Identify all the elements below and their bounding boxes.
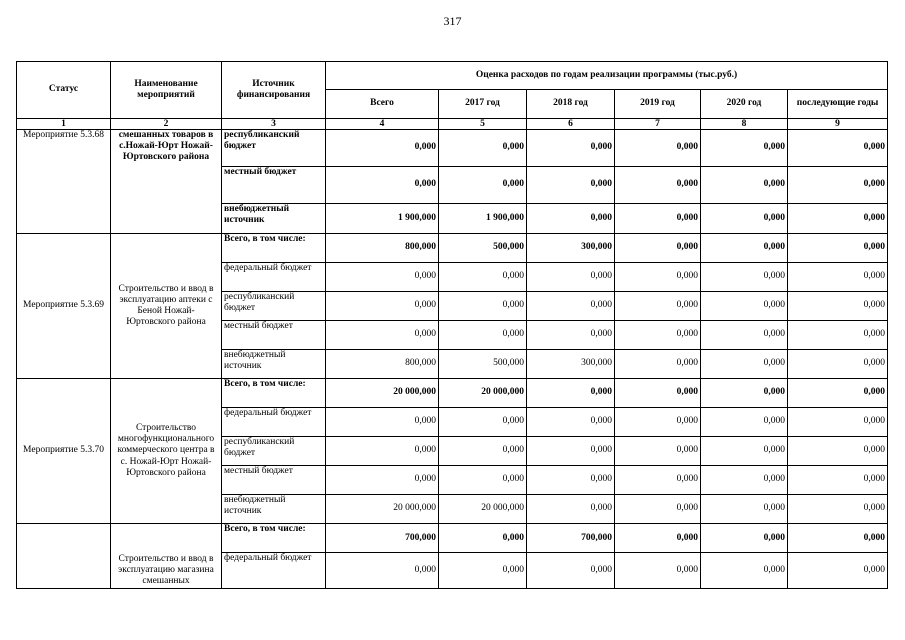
value-cell: 0,000 (788, 524, 888, 553)
header-estimate: Оценка расходов по годам реализации программы (тыс.руб.) (326, 62, 888, 90)
table-row (17, 130, 888, 167)
value-cell: 0,000 (439, 524, 527, 553)
source-cell: федеральный бюджет (222, 408, 326, 437)
value-cell: 0,000 (701, 466, 788, 495)
value-cell: 0,000 (326, 292, 439, 321)
column-number: 1 (17, 119, 111, 130)
value-cell: 0,000 (527, 130, 615, 167)
value-cell: 0,000 (615, 234, 701, 263)
value-cell: 0,000 (527, 321, 615, 350)
value-cell: 0,000 (615, 167, 701, 204)
value-cell: 0,000 (701, 234, 788, 263)
value-cell: 0,000 (701, 408, 788, 437)
value-cell: 0,000 (788, 292, 888, 321)
value-cell: 0,000 (701, 350, 788, 379)
value-cell: 0,000 (701, 263, 788, 292)
value-cell: 0,000 (788, 263, 888, 292)
source-cell: федеральный бюджет (222, 263, 326, 292)
value-cell: 0,000 (439, 437, 527, 466)
value-cell: 0,000 (527, 437, 615, 466)
value-cell: 0,000 (701, 204, 788, 234)
value-cell: 0,000 (701, 321, 788, 350)
source-cell: внебюджетный источник (222, 204, 326, 234)
value-cell: 0,000 (527, 466, 615, 495)
column-number: 9 (788, 119, 888, 130)
name-cell: смешанных товаров в с.Ножай-Юрт Ножай-Юртовского района (111, 130, 222, 234)
status-cell: Мероприятие 5.3.70 (17, 379, 111, 524)
value-cell: 20 000,000 (326, 495, 439, 524)
value-cell: 0,000 (701, 379, 788, 408)
column-number: 4 (326, 119, 439, 130)
value-cell: 0,000 (701, 130, 788, 167)
header-name: Наименование мероприятий (111, 62, 222, 119)
value-cell: 0,000 (615, 292, 701, 321)
value-cell: 0,000 (615, 553, 701, 588)
value-cell: 0,000 (615, 350, 701, 379)
name-cell: Строительство и ввод в эксплуатацию аптеки с Беной Ножай-Юртовского района (111, 234, 222, 379)
value-cell: 0,000 (615, 437, 701, 466)
value-cell: 0,000 (527, 204, 615, 234)
value-cell: 0,000 (439, 130, 527, 167)
status-cell (17, 524, 111, 589)
value-cell: 0,000 (326, 466, 439, 495)
value-cell: 0,000 (615, 466, 701, 495)
source-cell: Всего, в том числе: (222, 379, 326, 408)
value-cell: 20 000,000 (439, 495, 527, 524)
value-cell: 0,000 (439, 167, 527, 204)
source-cell: местный бюджет (222, 466, 326, 495)
value-cell: 0,000 (527, 292, 615, 321)
source-cell: местный бюджет (222, 321, 326, 350)
value-cell: 500,000 (439, 350, 527, 379)
column-number: 8 (701, 119, 788, 130)
column-number: 7 (615, 119, 701, 130)
value-cell: 800,000 (326, 350, 439, 379)
source-cell: Всего, в том числе: (222, 234, 326, 263)
source-cell: республиканский бюджет (222, 437, 326, 466)
page-number: 317 (443, 14, 462, 28)
value-cell: 0,000 (788, 234, 888, 263)
value-cell: 0,000 (439, 408, 527, 437)
value-cell: 0,000 (788, 379, 888, 408)
value-cell: 0,000 (788, 437, 888, 466)
value-cell: 0,000 (527, 495, 615, 524)
value-cell: 0,000 (326, 321, 439, 350)
value-cell: 300,000 (527, 350, 615, 379)
source-cell: республиканский бюджет (222, 130, 326, 167)
value-cell: 0,000 (788, 553, 888, 588)
column-numbers-row (17, 119, 888, 130)
value-cell: 0,000 (439, 553, 527, 588)
value-cell: 0,000 (527, 263, 615, 292)
column-number: 5 (439, 119, 527, 130)
value-cell: 700,000 (527, 524, 615, 553)
value-cell: 0,000 (615, 321, 701, 350)
value-cell: 0,000 (439, 263, 527, 292)
value-cell: 0,000 (527, 408, 615, 437)
source-cell: местный бюджет (222, 167, 326, 204)
value-cell: 0,000 (326, 130, 439, 167)
value-cell: 0,000 (615, 130, 701, 167)
value-cell: 800,000 (326, 234, 439, 263)
value-cell: 500,000 (439, 234, 527, 263)
value-cell: 0,000 (701, 437, 788, 466)
value-cell: 0,000 (439, 466, 527, 495)
value-cell: 0,000 (788, 167, 888, 204)
budget-table (16, 61, 888, 589)
value-cell: 0,000 (326, 263, 439, 292)
value-cell: 0,000 (788, 466, 888, 495)
table-row (17, 524, 888, 553)
value-cell: 0,000 (788, 350, 888, 379)
value-cell: 0,000 (527, 553, 615, 588)
value-cell: 0,000 (527, 167, 615, 204)
value-cell: 0,000 (615, 379, 701, 408)
value-cell: 1 900,000 (326, 204, 439, 234)
value-cell: 0,000 (326, 167, 439, 204)
status-cell: Мероприятие 5.3.69 (17, 234, 111, 379)
column-number: 6 (527, 119, 615, 130)
header-source: Источник финансирования (222, 62, 326, 119)
value-cell: 700,000 (326, 524, 439, 553)
header-2017: 2017 год (439, 90, 527, 119)
value-cell: 0,000 (788, 495, 888, 524)
value-cell: 20 000,000 (326, 379, 439, 408)
value-cell: 0,000 (615, 263, 701, 292)
header-2019: 2019 год (615, 90, 701, 119)
value-cell: 0,000 (701, 292, 788, 321)
header-total: Всего (326, 90, 439, 119)
value-cell: 0,000 (615, 495, 701, 524)
header-2020: 2020 год (701, 90, 788, 119)
value-cell: 0,000 (615, 524, 701, 553)
source-cell: федеральный бюджет (222, 553, 326, 588)
status-cell: Мероприятие 5.3.68 (17, 130, 111, 234)
column-number: 3 (222, 119, 326, 130)
value-cell: 0,000 (701, 167, 788, 204)
value-cell: 0,000 (788, 204, 888, 234)
value-cell: 0,000 (701, 495, 788, 524)
table-viewport (16, 61, 888, 609)
value-cell: 0,000 (326, 553, 439, 588)
value-cell: 0,000 (615, 204, 701, 234)
source-cell: внебюджетный источник (222, 495, 326, 524)
value-cell: 0,000 (326, 408, 439, 437)
source-cell: внебюджетный источник (222, 350, 326, 379)
value-cell: 0,000 (788, 408, 888, 437)
value-cell: 300,000 (527, 234, 615, 263)
name-cell: Строительство многофункционального коммерческого центра в с. Ножай-Юрт Ножай-Юртовского района (111, 379, 222, 524)
header-status: Статус (17, 62, 111, 119)
table-row (17, 379, 888, 408)
value-cell: 0,000 (439, 321, 527, 350)
table-row (17, 234, 888, 263)
source-cell: Всего, в том числе: (222, 524, 326, 553)
name-cell: Строительство и ввод в эксплуатацию магазина смешанных (111, 524, 222, 589)
header-2018: 2018 год (527, 90, 615, 119)
value-cell: 0,000 (788, 321, 888, 350)
value-cell: 0,000 (788, 130, 888, 167)
value-cell: 0,000 (527, 379, 615, 408)
value-cell: 0,000 (326, 437, 439, 466)
column-number: 2 (111, 119, 222, 130)
value-cell: 0,000 (615, 408, 701, 437)
value-cell: 20 000,000 (439, 379, 527, 408)
value-cell: 0,000 (439, 292, 527, 321)
value-cell: 1 900,000 (439, 204, 527, 234)
value-cell: 0,000 (701, 524, 788, 553)
source-cell: республиканский бюджет (222, 292, 326, 321)
value-cell: 0,000 (701, 553, 788, 588)
header-later-years: последующие годы (788, 90, 888, 119)
